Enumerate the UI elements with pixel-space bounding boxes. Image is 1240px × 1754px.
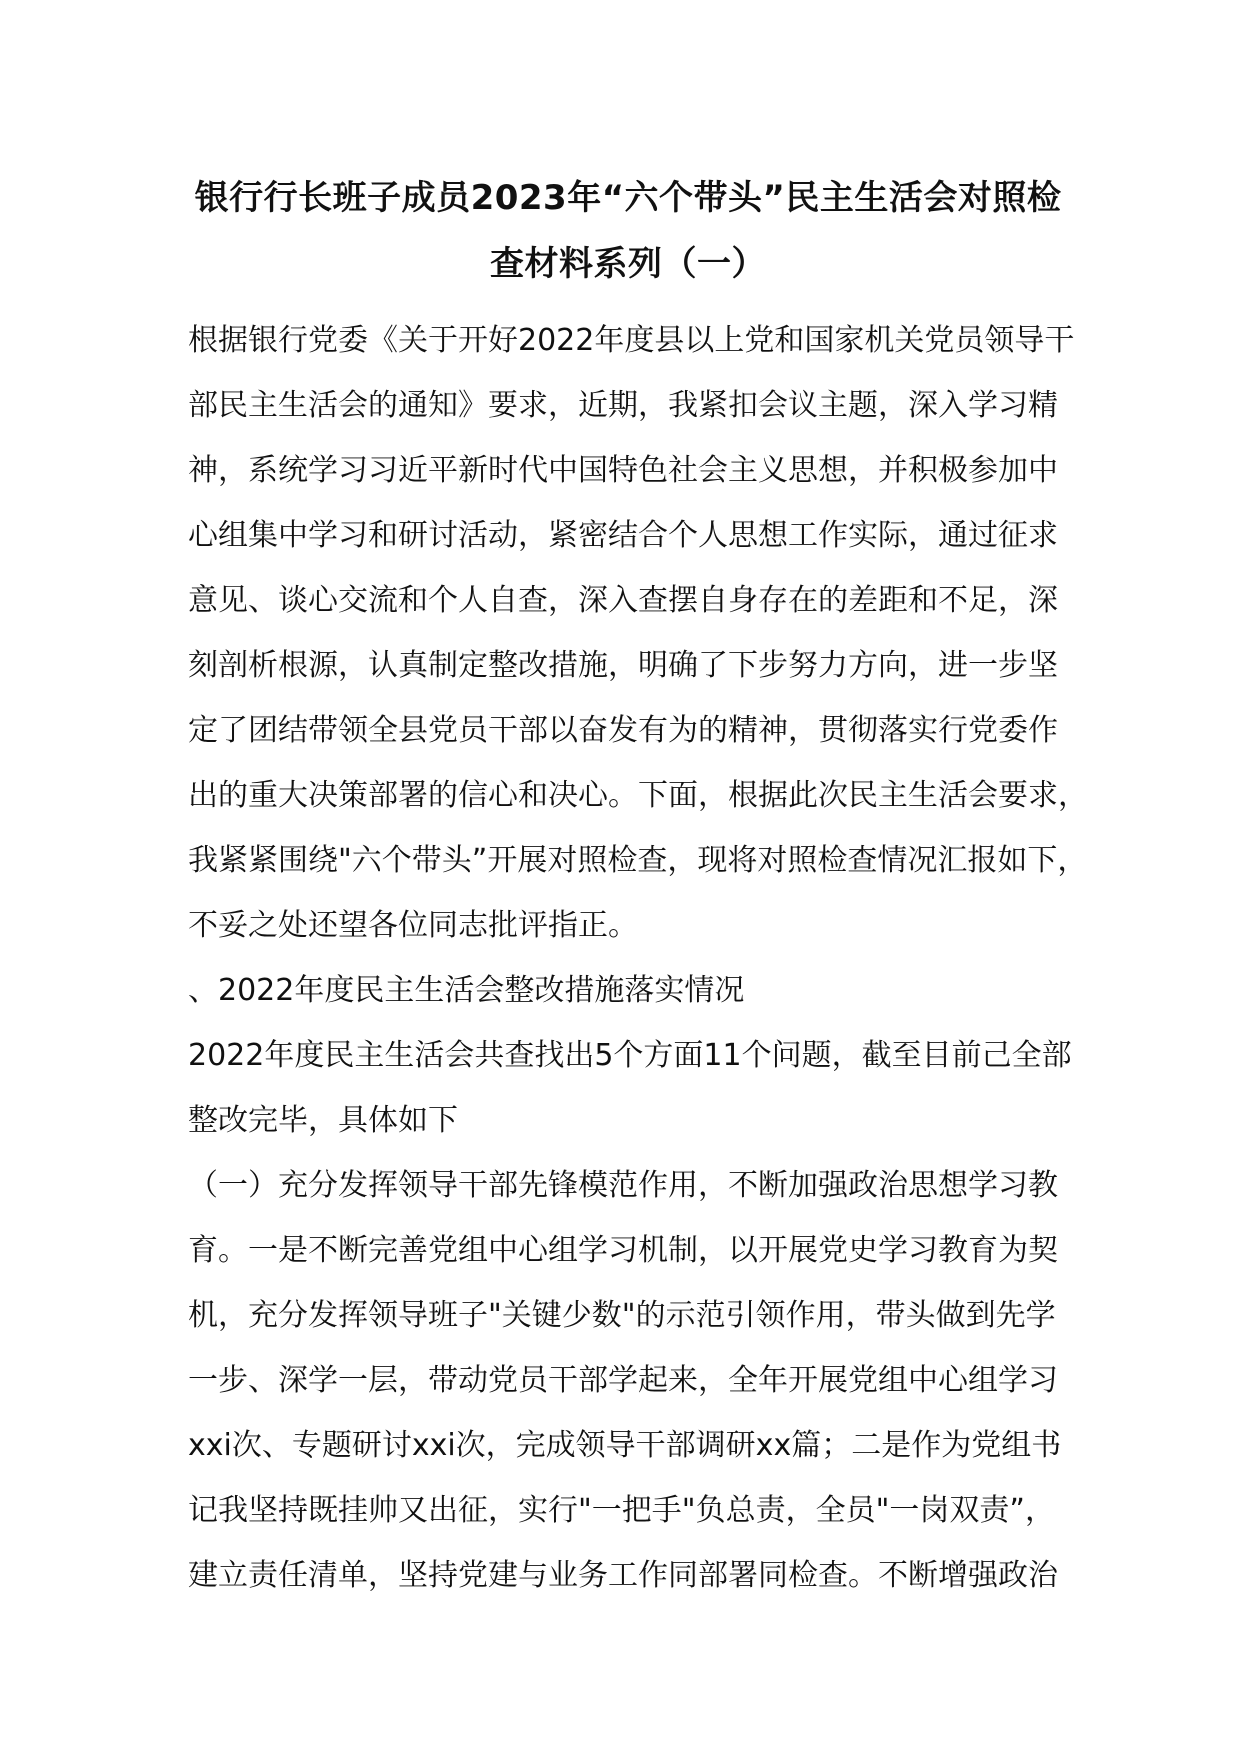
body-line: 定了团结带领全县党员干部以奋发有为的精神，贯彻落实行党委作: [188, 713, 1058, 748]
body-line: 机，充分发挥领导班子"关键少数"的示范引领作用，带头做到先学: [188, 1298, 1056, 1333]
body-line: 意见、谈心交流和个人自查，深入查摆自身存在的差距和不足，深: [188, 583, 1058, 618]
document-title: [188, 165, 1068, 297]
body-line: 神，系统学习习近平新时代中国特色社会主义思想，并积极参加中: [188, 453, 1058, 488]
body-line: 根据银行党委《关于开好2022年度县以上党和国家机关党员领导干: [188, 323, 1075, 358]
body-line: 刻剖析根源，认真制定整改措施，明确了下步努力方向，进一步坚: [188, 648, 1058, 683]
body-line: 部民主生活会的通知》要求，近期，我紧扣会议主题，深入学习精: [188, 388, 1058, 423]
body-line: 心组集中学习和研讨活动，紧密结合个人思想工作实际，通过征求: [188, 518, 1058, 553]
body-line: 一步、深学一层，带动党员干部学起来，全年开展党组中心组学习: [188, 1363, 1058, 1398]
body-line: 不妥之处还望各位同志批评指正。: [188, 908, 638, 943]
body-line: 建立责任清单，坚持党建与业务工作同部署同检查。不断增强政治: [188, 1558, 1058, 1593]
body-line: 出的重大决策部署的信心和决心。下面，根据此次民主生活会要求，: [188, 778, 1088, 813]
body-line: 整改完毕，具体如下: [188, 1103, 458, 1138]
body-line: 我紧紧围绕"六个带头”开展对照检查，现将对照检查情况汇报如下，: [188, 843, 1088, 878]
title-line-1: 银行行长班子成员2023年“六个带头”民主生活会对照检: [194, 178, 1062, 218]
document-body: [188, 308, 1088, 1608]
body-line: 2022年度民主生活会共查找出5个方面11个问题，截至目前己全部: [188, 1038, 1072, 1073]
body-line: 记我坚持既挂帅又出征，实行"一把手"负总责，全员"一岗双责”，: [188, 1493, 1055, 1528]
body-line: 育。一是不断完善党组中心组学习机制，以开展党史学习教育为契: [188, 1233, 1058, 1268]
subsection-start-line: （一）充分发挥领导干部先锋模范作用，不断加强政治思想学习教: [188, 1168, 1058, 1203]
section-heading-1: 、2022年度民主生活会整改措施落实情况: [188, 973, 745, 1008]
title-line-2: 查材料系列（一）: [490, 244, 766, 284]
body-line: xxi次、专题研讨xxi次，完成领导干部调研xx篇；二是作为党组书: [188, 1428, 1062, 1463]
